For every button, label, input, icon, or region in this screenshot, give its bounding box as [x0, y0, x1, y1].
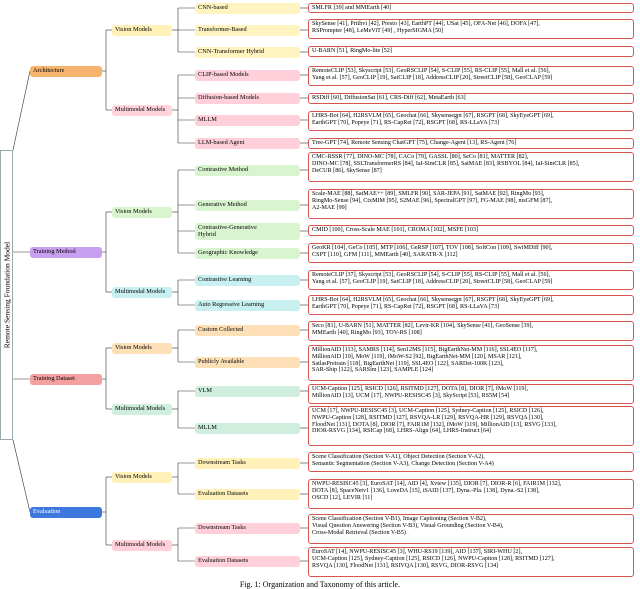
subcategory-node: Multimodal Models [112, 540, 172, 551]
reference-list: Scene Classification (Section V-B1), Image Captioning (Section V-B2), Visual Question Answering (Section V-B3), Visual Grounding (Section V-B4), Cross-Modal Retrieval (Section V-B5) [308, 514, 634, 544]
reference-list: GeoKR [104], GeCo [105], MTP [106], GeRSP [107], TOV [108], SoftCon [109], SwiMDiff [90], CSPT [110], GFM [111], MMEarth [40], SARATR-X [112] [308, 243, 634, 263]
subcategory-node: Multimodal Models [112, 105, 172, 116]
method-node: Downstream Tasks [195, 523, 300, 534]
method-node: Contrastive-Generative Hybrid [195, 223, 300, 240]
method-node: Generative Method [195, 200, 300, 211]
category-evaluation: Evaluation [30, 507, 102, 518]
reference-list: UCM-Caption [125], RSICD [126], RSITMD [127], DOTA [8], DIOR [7], fMoW [119], MillionAID [13], UCM [17], NWPU-RESISC45 [3], SkyScript [53], RS5M [54] [308, 384, 634, 404]
method-node: Transformer-Based [195, 25, 300, 36]
method-node: LLM-based Agent [195, 138, 300, 149]
reference-list: LHRS-Bot [64], H2RSVLM [65], Geochat [66], Skysensegpt [67], RSGPT [68], SkyEyeGPT [69], EarthGPT [70], Popeye [71], RS-CapRet [72], RSGPT [68], RS-LLaVA [73] [308, 295, 634, 315]
reference-list: UCM [17], NWPU-RESISC45 [3], UCM-Caption [125], Sydney-Caption [125], RSICD [126], NWPU-Caption [128], RSITMD [127], RSVQA-LR [129], RSVQA-HR [129], RSVQA [130], FloodNet [131], DOTA [8], DIOR [7], FAIR1M [132], fMoW [119], MillionAID [13], RSVG [133], DIOR-RSVG [134], RSICap [68], LHRS-Align [64], LHRS-Instruct [64] [308, 406, 634, 446]
root-node [0, 150, 13, 440]
category-architecture: Architecture [30, 66, 102, 77]
reference-list: LHRS-Bot [64], H2RSVLM [65], Geochat [66], Skysensegpt [67], RSGPT [68], SkyEyeGPT [69], EarthGPT [70], Popeye [71], RS-CapRet [72], RSGPT [68], RS-LLaVA [73] [308, 111, 634, 131]
method-node: Custom Collected [195, 325, 300, 336]
reference-list: RemoteCLIP [53], Skyscript [53], GeoRSCLIP [54], S-CLIP [55], RS-CLIP [55], Mall et al. [56], Yang et al. [57], GeoCLIP [19], SatCLIP [18], AddressCLIP [20], StreetCLIP [58], GeoCLAP [59] [308, 66, 634, 86]
subcategory-node: Multimodal Models [112, 287, 172, 298]
reference-list: NWPU-RESISC45 [3], EuroSAT [14], AID [4], Xview [135], DIOR [7], DIOR-R [6], FAIR1M [132], DOTA [8], SpaceNetv1 [136], LoveDA [15], iSAID [137], Dyna.-Pla. [138], Dyna.-S2 [138], OSCD [12], LEVIR [11] [308, 479, 634, 509]
reference-list: Scene Classification (Section V-A1), Object Detection (Section V-A2), Semantic Segmentation (Section V-A3), Change Detection (Section V-A4) [308, 452, 634, 472]
subcategory-node: Vision Models [112, 343, 172, 354]
category-training_method: Training Method [30, 247, 102, 258]
method-node: Evaluation Datasets [195, 556, 300, 567]
reference-list: SMLFR [39] and MMEarth [40] [308, 3, 634, 13]
method-node: Downstream Tasks [195, 458, 300, 469]
root-label: Remote Sensing Foundation Model [2, 241, 11, 349]
category-training_dataset: Training Dataset [30, 374, 102, 385]
figure-caption: Fig. 1: Organization and Taxonomy of this article. [239, 580, 401, 589]
method-node: CLIP-based Models [195, 70, 300, 81]
method-node: Contrastive Learning [195, 275, 300, 286]
method-node: Contrastive Method [195, 165, 300, 176]
subcategory-node: Vision Models [112, 25, 172, 36]
subcategory-node: Vision Models [112, 207, 172, 218]
subcategory-node: Multimodal Models [112, 404, 172, 415]
reference-list: SkySense [41], Prithvi [42], Presto [43], EarthPT [44], USat [45], OFA-Net [46], DOFA [47], RSPrompter [48], LeMeViT [49] , HyperSIGMA [50] [308, 19, 634, 39]
method-node: MLLM [195, 115, 300, 126]
subcategory-node: Vision Models [112, 472, 172, 483]
method-node: CNN-Transformer Hybrid [195, 47, 300, 58]
method-node: Auto Regressive Learning [195, 300, 300, 311]
reference-list: RSDiff [60], DiffusionSat [61], CRS-Diff [62], MetaEarth [63] [308, 93, 634, 104]
connector-line [13, 71, 30, 150]
reference-list: Seco [81], U-BARN [51], MATTER [82], Levir-KR [104], SkySense [41], GeoSense [39], MMEarth [40], RingMo [93], TOV-RS [108] [308, 321, 634, 341]
reference-list: EuroSAT [14], NWPU-RESISC45 [3], WHU-RS19 [139], AID [137], SIRI-WHU [2], UCM-Caption [125], Sydney-Caption [125], RSICD [126], NWPU-Caption [128], RSITMD [127], RSVQA [130], FloodNet [131], RSIVQA [130], RSVG, DIOR-RSVG [134] [308, 547, 634, 577]
reference-list: CMID [100], Cross-Scale MAE [101], CROMA [102], MSFE [103] [308, 225, 634, 236]
method-node: VLM [195, 386, 300, 397]
method-node: Evaluation Datasets [195, 489, 300, 500]
connector-line [13, 440, 30, 512]
reference-list: MillionAID [113], SAMRS [114], Sen12MS [115], BigEarthNet-MM [116], SSL4EO [117], MillionAID [19], MoW [119], fMoW-S2 [92], BigEarthNet-MM [120], MSAR [121], SatlasPretrain [118], BigEarthNet [119], SSL4EO [122], SARDet-100K [123], SAR-Ship [122], SARSim [123], SAMPLE [124] [308, 345, 634, 381]
method-node: Diffusion-based Models [195, 93, 300, 104]
reference-list: U-BARN [51], RingMo-lite [52] [308, 46, 634, 57]
method-node: Publicly Available [195, 357, 300, 368]
reference-list: Tree-GPT [74], Remote Sensing ChatGPT [75], Change-Agent [13], RS-Agent [76] [308, 138, 634, 149]
reference-list: Scale-MAE [88], SatMAE++ [89], SMLFR [90], SAR-JEPA [91], SatMAE [92], RingMo [93], RingMo-Sense [94], CtxMIM [95], S2MAE [96], SpectralGPT [97], FG-MAE [98], msGFM [87], A2-MAE [99] [308, 189, 634, 219]
reference-list: CMC-RSSR [77], DINO-MC [78], CACo [79], GASSL [80], SeCo [81], MATTER [82], DINO-MC [78], SSLTransformerRS [84], IaI-SimCLR [85], SatMAE [83], RSBYOL [84], IaI-SimCLR [85], DeCUR [86], SkySense [87] [308, 152, 634, 182]
method-node: Geographic Knowledge [195, 248, 300, 259]
reference-list: RemoteCLIP [37], Skyscript [53], GeoRSCLIP [54], S-CLIP [55], RS-CLIP [55], Mall et al. [56], Yang et al. [57], GeoCLIP [19], SatCLIP [18], AddressCLIP [20], StreetCLIP [58], GeoCLAP [59] [308, 270, 634, 290]
method-node: CNN-based [195, 3, 300, 14]
method-node: MLLM [195, 423, 300, 434]
